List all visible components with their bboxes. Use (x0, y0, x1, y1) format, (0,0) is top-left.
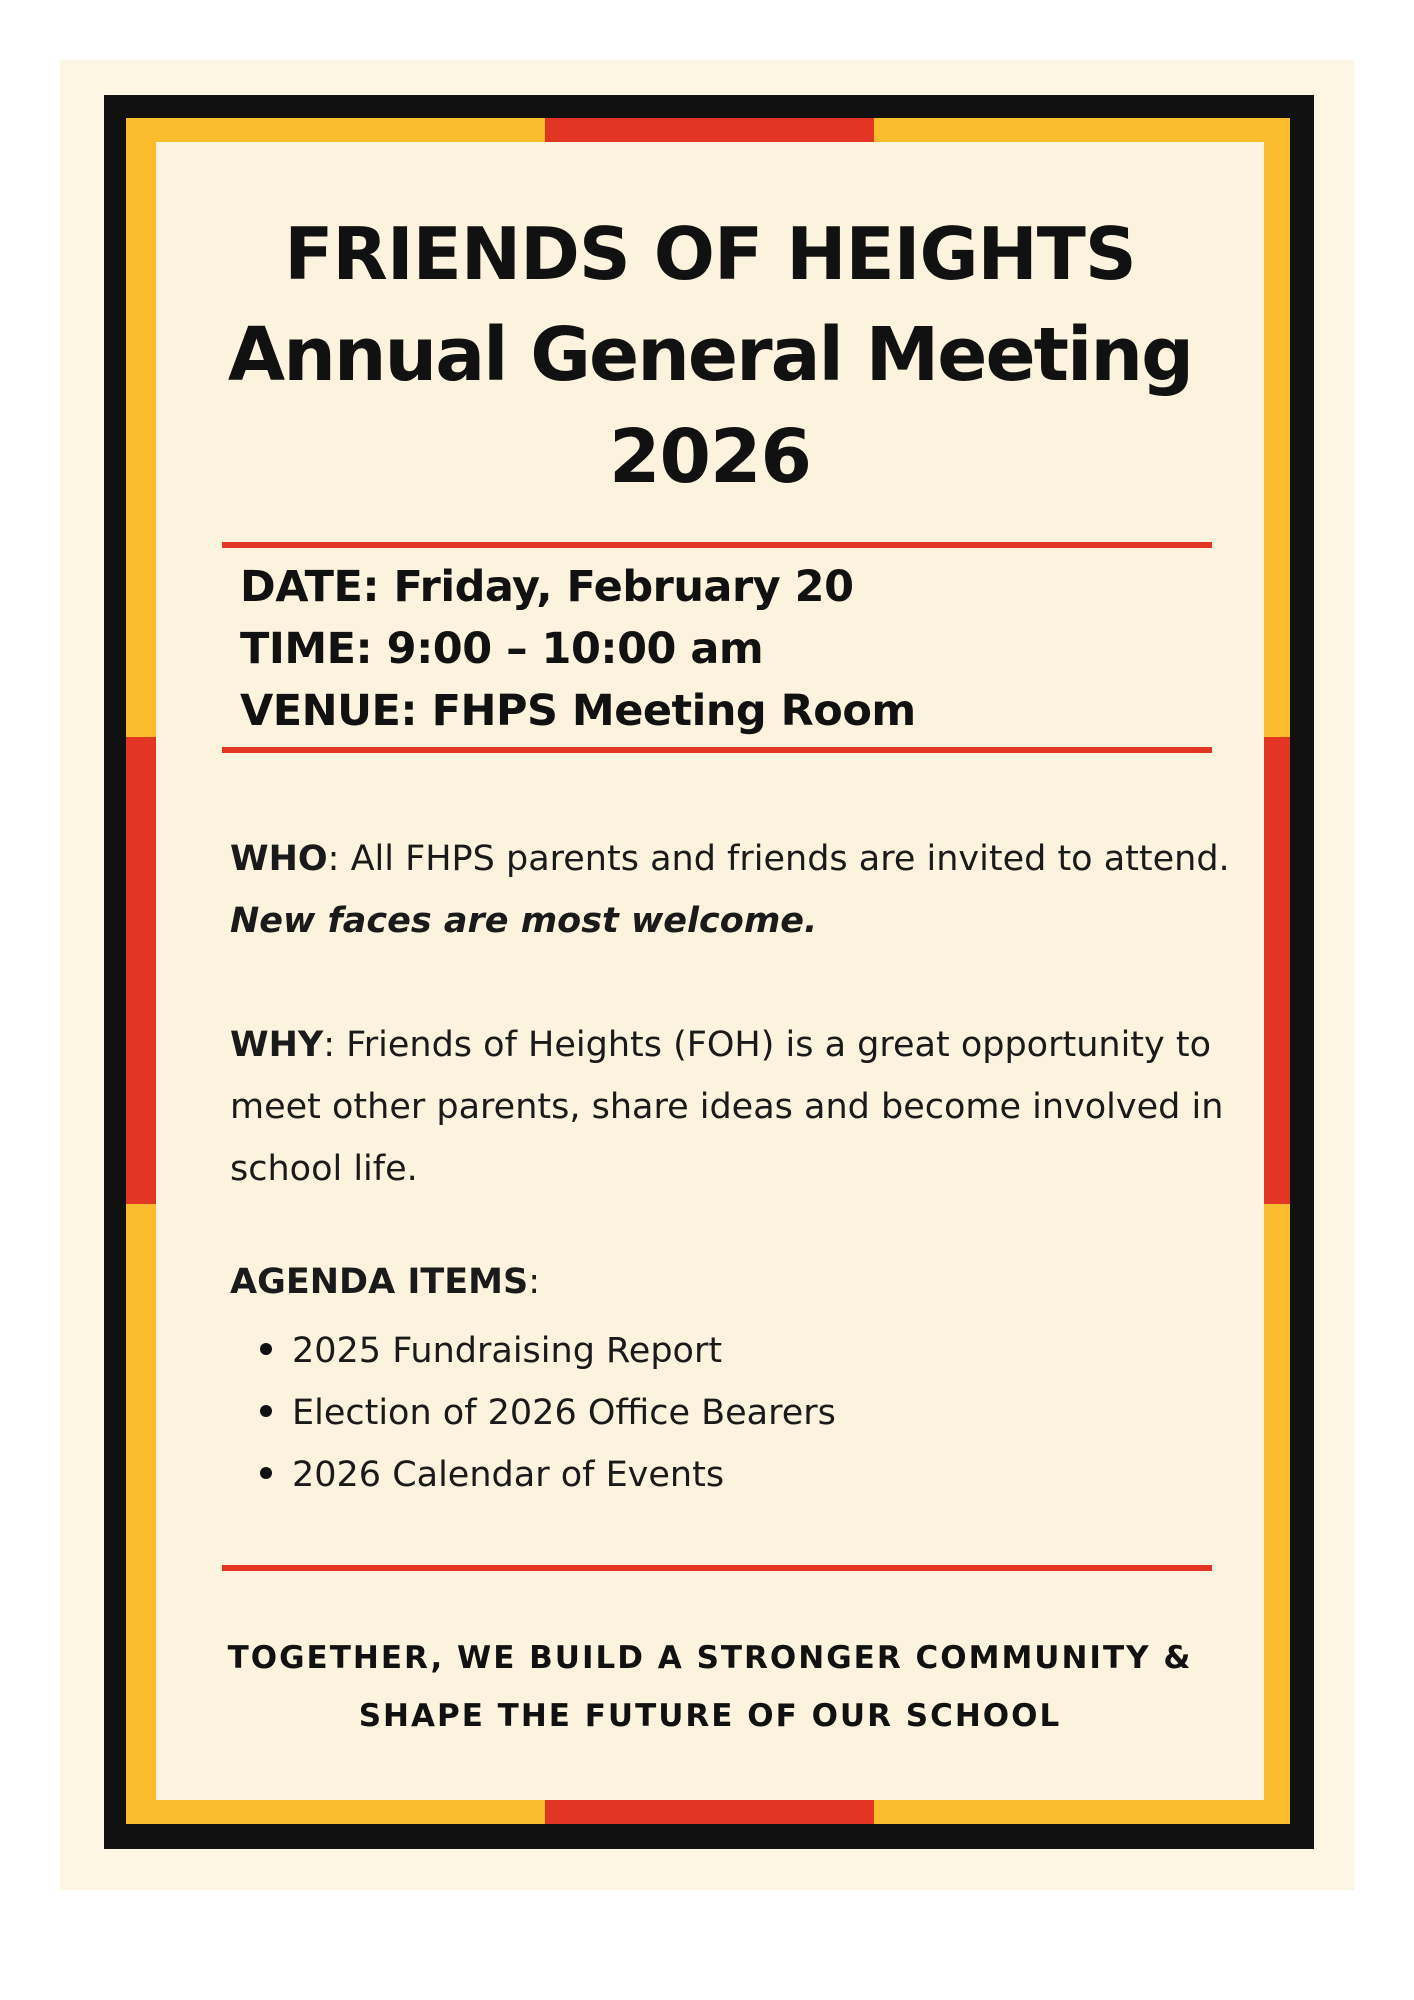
event-venue: VENUE: FHPS Meeting Room (240, 686, 916, 736)
who-paragraph (230, 828, 1230, 952)
red-border-segment-right (1264, 737, 1290, 1204)
red-border-segment-bottom (545, 1800, 874, 1824)
why-text: : Friends of Heights (FOH) is a great opportunity to meet other parents, share ideas and become involved in school life. (230, 1025, 1224, 1189)
red-border-segment-top (545, 118, 874, 142)
agenda-label: AGENDA ITEMS (230, 1262, 529, 1302)
agenda-list (260, 1320, 836, 1506)
event-time: TIME: 9:00 – 10:00 am (240, 624, 764, 674)
bullet-icon (260, 1405, 272, 1417)
divider-middle (222, 747, 1212, 753)
title-year: 2026 (609, 414, 811, 500)
bullet-icon (260, 1343, 272, 1355)
footer-slogan-line2: SHAPE THE FUTURE OF OUR SCHOOL (358, 1698, 1062, 1734)
bullet-icon (260, 1467, 272, 1479)
agenda-item-text: 2026 Calendar of Events (292, 1455, 725, 1495)
agenda-item (260, 1444, 836, 1506)
why-label: WHY (230, 1025, 324, 1065)
agenda-item-text: Election of 2026 Office Bearers (292, 1393, 836, 1433)
agenda-heading (230, 1262, 540, 1302)
title-organization: FRIENDS OF HEIGHTS (284, 212, 1136, 296)
agenda-colon: : (528, 1262, 540, 1302)
event-date: DATE: Friday, February 20 (240, 562, 854, 612)
who-text: : All FHPS parents and friends are invited to attend. (327, 839, 1230, 879)
who-label: WHO (230, 839, 328, 879)
red-border-segment-left (126, 737, 156, 1204)
flyer-content (156, 142, 1264, 1800)
divider-top (222, 542, 1212, 548)
who-emphasis: New faces are most welcome. (230, 901, 818, 941)
why-paragraph (230, 1014, 1230, 1200)
footer-slogan-line1: TOGETHER, WE BUILD A STRONGER COMMUNITY & (227, 1640, 1193, 1676)
divider-bottom (222, 1565, 1212, 1571)
agenda-item (260, 1320, 836, 1382)
title-event: Annual General Meeting (227, 312, 1193, 398)
agenda-item-text: 2025 Fundraising Report (292, 1331, 723, 1371)
agenda-item (260, 1382, 836, 1444)
